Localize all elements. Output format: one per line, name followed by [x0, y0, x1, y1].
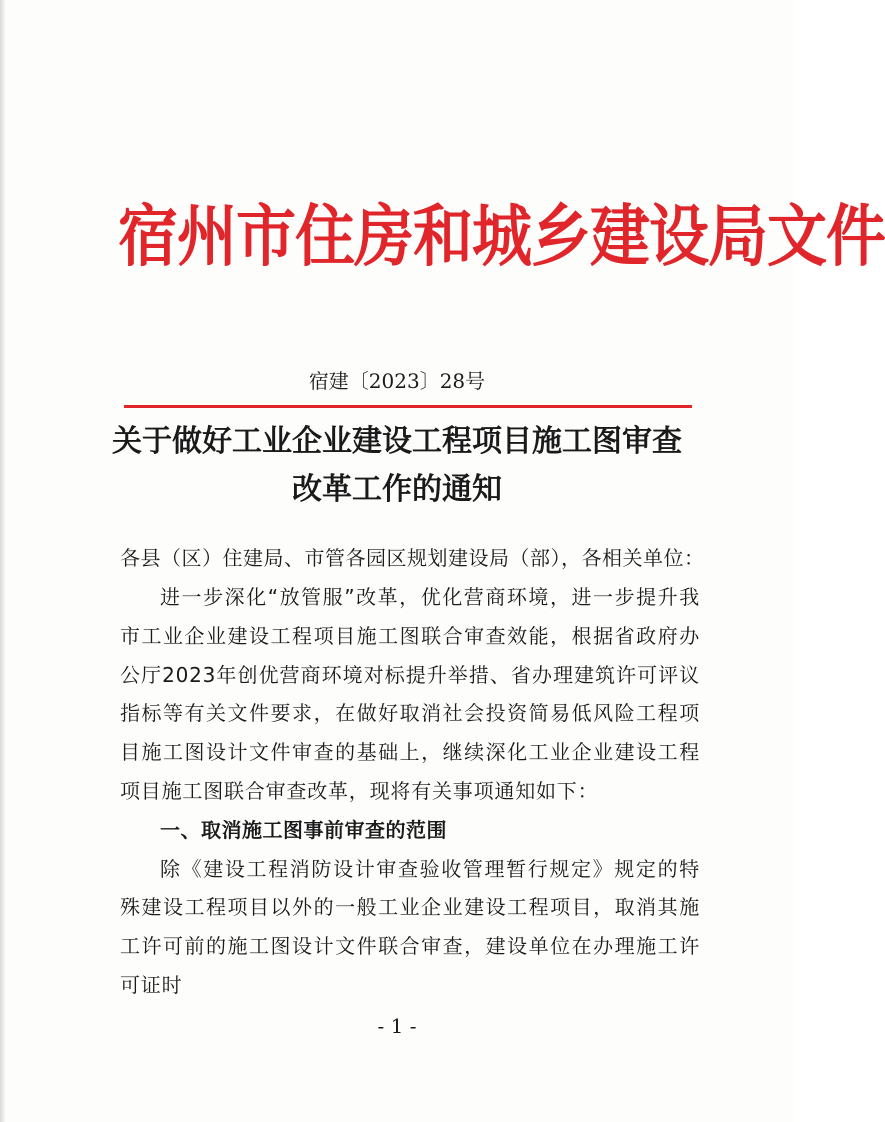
section-heading-1: 一、取消施工图事前审查的范围: [160, 817, 447, 842]
body-paragraph-1: 进一步深化“放管服”改革，优化营商环境，进一步提升我市工业企业建设工程项目施工图联合审查效能，根据省政府办公厅2023年创优营商环境对标提升举措、省办理建筑许可评议指标等有关文件要求，在做好取消社会投资简易低风险工程项目施工图设计文件审查的基础上，继续深化工业企业建设工程项目施工图联合审查改革，现将有关事项通知如下：: [120, 585, 700, 803]
body-paragraph-2: 除《建设工程消防设计审查验收管理暂行规定》规定的特殊建设工程项目以外的一般工业企业建设工程项目，取消其施工许可前的施工图设计文件联合审查，建设单位在办理施工许可证时: [120, 856, 700, 997]
notice-title-line-2: 改革工作的通知: [292, 472, 502, 507]
scan-edge-shadow: [0, 0, 6, 1122]
salutation: 各县（区）住建局、市管各园区规划建设局（部），各相关单位：: [120, 546, 705, 570]
notice-body: [120, 578, 700, 1005]
notice-title: [0, 418, 794, 514]
notice-title-line-1: 关于做好工业企业建设工程项目施工图审查: [112, 424, 682, 459]
masthead-title: 宿州市住房和城乡建设局文件: [118, 197, 885, 277]
red-divider-line: [124, 405, 692, 408]
page-number: - 1 -: [377, 1014, 417, 1038]
document-number: 宿建〔2023〕28号: [308, 369, 486, 393]
